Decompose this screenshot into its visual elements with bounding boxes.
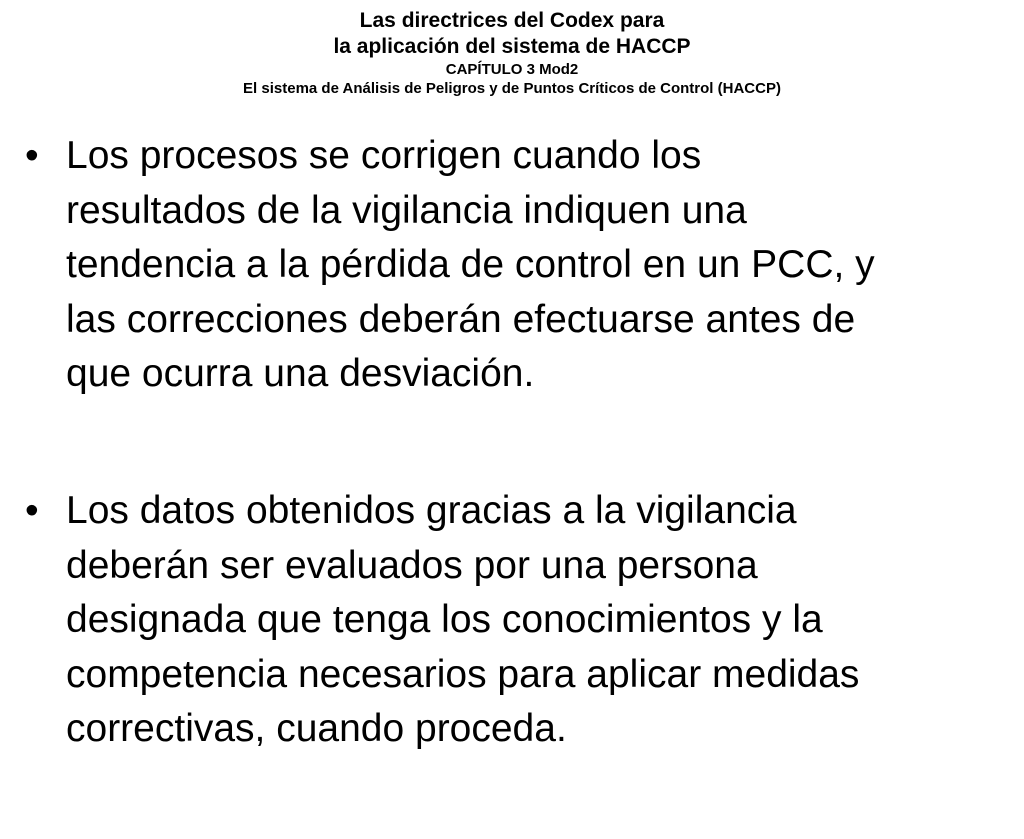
bullet-item-2 (0, 484, 1024, 839)
bullet-item-1 (0, 129, 1024, 484)
bullet-icon: • (25, 489, 39, 532)
bullet-text-2: Los datos obtenidos gracias a la vigilancia deberán ser evaluados por una persona designada que tenga los conocimientos y la competencia necesarios para aplicar medidas correctivas, cuando proceda. (66, 489, 860, 750)
bullet-list (0, 129, 1024, 839)
bullet-icon: • (25, 134, 39, 177)
bullet-text-1: Los procesos se corrigen cuando los resultados de la vigilancia indiquen una tendencia a la pérdida de control en un PCC, y las correcciones deberán efectuarse antes de que ocurra una desviación. (66, 134, 875, 395)
title-line-2: la aplicación del sistema de HACCP (333, 35, 691, 58)
chapter-subtitle: CAPÍTULO 3 Mod2 (445, 61, 579, 78)
system-subtitle: El sistema de Análisis de Peligros y de Puntos Críticos de Control (HACCP) (243, 80, 781, 97)
title-line-1: Las directrices del Codex para (359, 9, 665, 32)
slide-header (0, 8, 1024, 98)
